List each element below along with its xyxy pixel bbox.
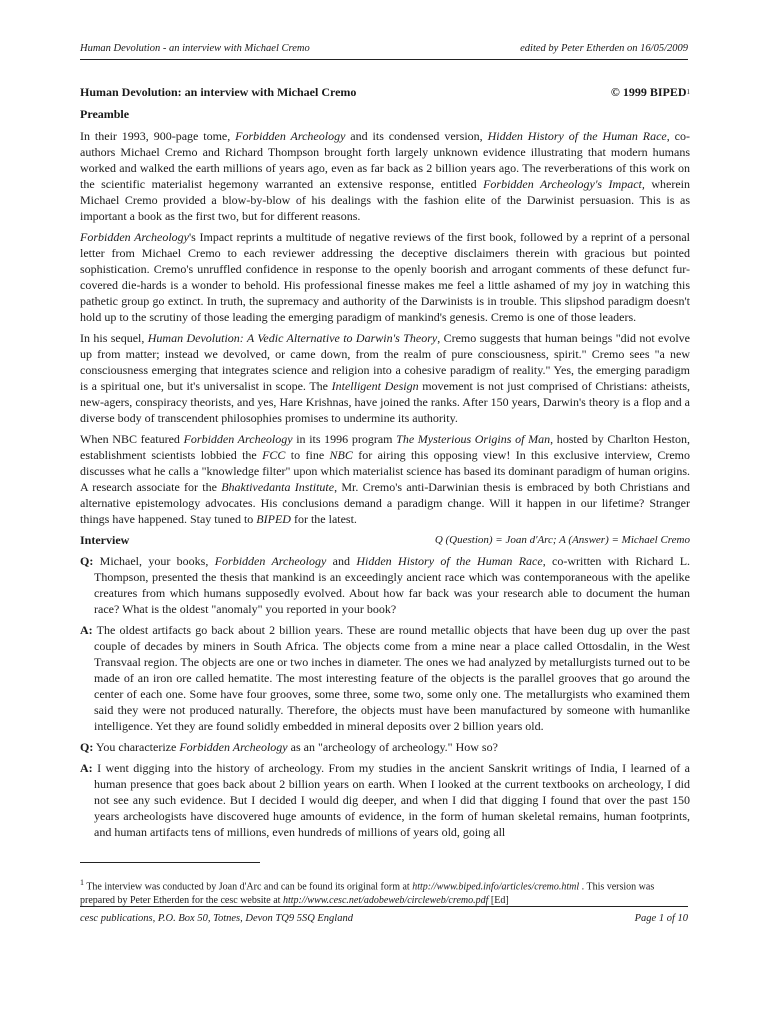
running-footer bbox=[80, 906, 688, 927]
footnote: $^1$ The interview was conducted by Joan d'Arc and can be found its original form at http://www.biped.info/articles/cremo.html . This version was prepared by Peter Etherden for the cesc website at http://www.cesc.net/adobeweb/circleweb/cremo.pdf [Ed] bbox=[80, 878, 655, 907]
qa-item-answer-1: A: The oldest artifacts go back about 2 billion years. These are round metallic objects that have been dug up over the past couple of decades by miners in South Africa. The objects come from a mine near a place called Ottosdalin, in the West Transvaal region. The objects are one or two inches in diameter. The ones we had analyzed by metallurgists turned out to be made of an iron ore called hematite. The most interesting feature of the objects is the parallel grooves that go around the center of each one. Some have four grooves, some three, some two, some only one. The metallurgists who examined them said they were not produced naturally. Therefore, the objects must have been manufactured by someone with humanlike intelligence. Yet they are found solidly embedded in mineral deposits over 2 billion years old. bbox=[80, 623, 690, 733]
paragraph-3: In his sequel, Human Devolution: A Vedic Alternative to Darwin's Theory, Cremo suggests that human beings "did not evolve up from matter; instead we devolved, or came down, from the realm of pure consciousness, spirit." Cremo sees "a new consciousness emerging that integrates science and religion into a cohesive paradigm of reality." Yes, the emerging paradigm is a spiritual one, but it's universalist in scope. The Intelligent Design movement is not just comprised of Christians: atheists, new-agers, conspiracy theorists, and yes, Hare Krishnas, have joined the ranks. After 150 years, Darwin's theory is a flop and a diverse body of transcendent philosophies promises to undermine its authority. bbox=[80, 331, 691, 425]
title-row bbox=[80, 84, 690, 102]
header-title: Human Devolution - an interview with Michael Cremo bbox=[80, 43, 310, 54]
footnote-link-cesc[interactable]: http://www.cesc.net/adobeweb/circleweb/cremo.pdf bbox=[282, 895, 489, 907]
page-title: Human Devolution: an interview with Michael Cremo bbox=[80, 85, 357, 99]
interview-key: Q (Question) = Joan d'Arc; A (Answer) = Michael Cremo bbox=[434, 534, 690, 546]
footnote-link-biped[interactable]: http://www.biped.info/articles/cremo.html bbox=[412, 881, 580, 893]
copyright: © 1999 BIPED$^1$ bbox=[610, 85, 690, 99]
page-number: Page 1 of 10 bbox=[634, 913, 688, 924]
footer-publisher: cesc publications, P.O. Box 50, Totnes, Devon TQ9 5SQ England bbox=[80, 913, 353, 924]
qa-item-question-1: Q: Michael, your books, Forbidden Archeology and Hidden History of the Human Race, co-written with Richard L. Thompson, presented the thesis that mankind is an exceedingly ancient race which was contemporaneous with the apelike creatures from which humans supposedly evolved. About how far back was your research able to document the human race? What is the oldest "anomaly" you reported in your book? bbox=[80, 554, 691, 616]
paragraph-2: Forbidden Archeology's Impact reprints a multitude of negative reviews of the first book, followed by a reprint of a personal letter from Michael Cremo to each reviewer addressing the deceptive disclaimers therein with gracious but pointed sophistication. Cremo's unruffled confidence in response to the openly boorish and arrogant comments of these defunct fur-covered die-hards is a wonder to behold. His professional finesse makes me feel a little ashamed of my joy in watching this pathetic group go extinct. In truth, the supremacy and authority of the Darwinists is in trouble. This slipshod paradigm doesn't hold up to the scrutiny of those leading the emerging paradigm of mankind's genesis. Cremo is one of those leaders. bbox=[80, 230, 690, 324]
footnote-mark: 1 bbox=[80, 878, 84, 887]
running-header bbox=[80, 43, 688, 60]
footnote-divider bbox=[80, 862, 260, 863]
paragraph-4: When NBC featured Forbidden Archeology in its 1996 program The Mysterious Origins of Man, hosted by Charlton Heston, establishment scientists lobbied the FCC to fine NBC for airing this opposing view! In this exclusive interview, Cremo discusses what he calls a "knowledge filter" upon which materialist science has based its dominant paradigm of human origins. A research associate for the Bhaktivedanta Institute, Mr. Cremo's anti-Darwinian thesis is embraced by both Christians and alternative epistemology advocates. His conclusions demand a paradigm change. Will it happen in our lifetime? Stranger things have happened. Stay tuned to BIPED for the latest. bbox=[80, 432, 691, 526]
interview-heading-row bbox=[80, 532, 690, 548]
main-content bbox=[80, 84, 690, 845]
qa-item-answer-2: A: I went digging into the history of archeology. From my studies in the ancient Sanskrit writings of India, I learned of a human presence that goes back about 2 billion years on earth. When I looked at the current textbooks on archeology, I did not see any such evidence. But I decided I would dig deeper, and when I did that digging I found that over the past 150 years archeologists have discovered huge amounts of evidence, in the form of human skeletal remains, human footprints, and human artifacts tens of millions, even hundreds of millions of years old, going all bbox=[80, 761, 690, 839]
preamble-heading: Preamble bbox=[80, 107, 130, 121]
paragraph-1: In their 1993, 900-page tome, Forbidden Archeology and its condensed version, Hidden History of the Human Race, co-authors Michael Cremo and Richard Thompson brought forth largely unknown evidence illustrating that modern humans worked and walked the earth millions of years ago, even as far back as 2 billion years ago. The reverberations of this work on the scientific materialist hegemony warranted an extensive response, entitled Forbidden Archeology's Impact, wherein Michael Cremo provided a blow-by-blow of his dealings with the fashion elite of the Darwinist persuasion. This is as important a book as the first two, but for different reasons. bbox=[80, 129, 690, 223]
footnote-ref[interactable]: 1 bbox=[686, 88, 690, 96]
interview-heading: Interview bbox=[80, 533, 130, 547]
header-editor: edited by Peter Etherden on 16/05/2009 bbox=[520, 43, 688, 54]
qa-item-question-2: Q: You characterize Forbidden Archeology as an "archeology of archeology." How so? bbox=[80, 740, 498, 754]
